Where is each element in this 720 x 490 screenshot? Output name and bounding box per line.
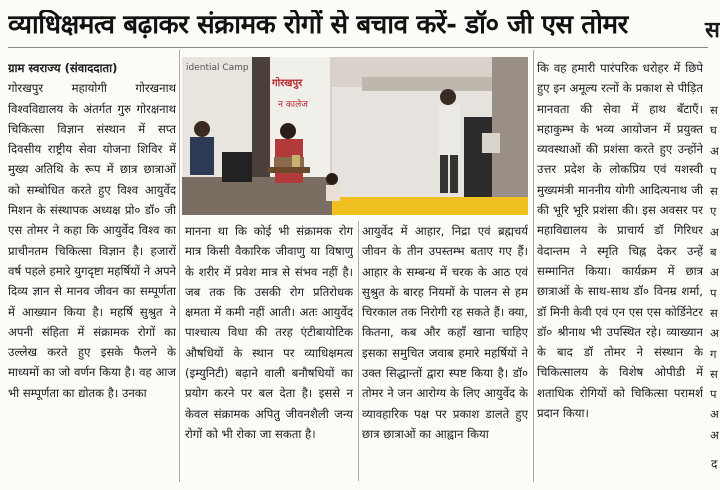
event-photo-illustration xyxy=(182,57,528,215)
event-photo xyxy=(182,57,528,215)
column-divider xyxy=(358,221,359,481)
banner-text-1: idential Camp xyxy=(186,63,249,73)
column-3-text: आयुर्वेद में आहार, निद्रा एवं ब्रह्मचर्य जीवन के तीन उपस्तम्भ बताए गए हैं। आहार के सम्बन्ध में चरक के आठ एवं सुश्रुत के बारह नियमों के पालन से हम चिरकाल तक निरोगी रह सकते हैं। क्या, कितना, कब और कहाँ खाना चाहिए इसका समुचित जवाब हमारे महर्षियों ने उक्त सिद्धान्तों द्वारा स्पष्ट किया है। डॉ० तोमर ने जन आरोग्य के लिए आयुर्वेद के व्यावहारिक पक्ष पर प्रकाश डालते हुए छात्र छात्राओं का आह्वान किया xyxy=(362,224,528,441)
column-1 xyxy=(8,58,176,480)
column-3 xyxy=(362,221,528,481)
banner-text-3: न कालेज xyxy=(278,100,308,110)
column-4-text: कि वह हमारी पारंपरिक धरोहर में छिपे हुए इन अमूल्य रत्नों के प्रकाश से पीड़ित मानवता की सेवा में हाथ बँटाएँ। महाकुम्भ के भव्य आयोजन में प्रयुक्त व्यवस्थाओं की प्रशंसा करते हुए उन्होंने उत्तर प्रदेश के लोकप्रिय एवं यशस्वी मुख्यमंत्री माननीय योगी आदित्यनाथ जी की भूरि भूरि प्रशंसा की। इस अवसर पर महाविद्यालय के प्राचार्य डॉ गिरिधर वेदान्तम ने स्मृति चिह्न देकर उन्हें सम्मानित किया। कार्यक्रम में छात्र छात्राओं के साथ-साथ डॉ० विनम्र शर्मा, डॉ मिनी केवी एवं एन एस एस कोर्डिनेटर डॉ० श्रीनाथ भी उपस्थित रहे। व्याख्यान के बाद डॉ तोमर ने संस्थान के चिकित्सालय के विशेष ओपीडी में शताधिक रोगियों को चिकित्सा परामर्श प्रदान किया। xyxy=(537,61,703,421)
column-divider xyxy=(533,50,534,482)
adjacent-article-fragment: स घ अ प स ए अ ब अ प स अ ग स प अ अ xyxy=(710,103,719,442)
banner-text-2: गोरखपुर xyxy=(272,78,303,89)
headline: व्याधिक्षमत्व बढ़ाकर संक्रामक रोगों से बचाव करें- डॉ० जी एस तोमर xyxy=(8,10,628,40)
byline: ग्राम स्वराज्य (संवाददाता) xyxy=(8,61,118,75)
column-2 xyxy=(185,221,353,481)
column-1-text: गोरखपुर महायोगी गोरखनाथ विश्वविद्यालय के अंतर्गत गुरु गोरक्षनाथ चिकित्सा विज्ञान संस्थान में सप्त दिवसीय राष्ट्रीय सेवा योजना शिविर में मुख्य अतिथि के रूप में छात्र छात्राओं को सम्बोधित करते हुए विश्व आयुर्वेद मिशन के संस्थापक अध्यक्ष प्रो० डॉ० जी एस तोमर ने कहा कि आयुर्वेद विश्व का प्राचीनतम चिकित्सा विज्ञान है। हजारों वर्ष पहले हमारे युगदृष्टा महर्षियों ने अपने दिव्य ज्ञान से मानव जीवन का सम्पूर्णता में आख्यान किया है। महर्षि सुश्रुत ने अपनी संहिता में संक्रामक रोगों का उल्लेख करते हुए इसके फैलने के माध्यमों का जो वर्णन किया है। वह आज भी सम्पूर्णता का द्योतक है। उनका xyxy=(8,81,176,400)
column-2-text: मानना था कि कोई भी संक्रामक रोग मात्र किसी वैकारिक जीवाणु या विषाणु के शरीर में प्रवेश मात्र से संभव नहीं है। जब तक कि उसकी रोग प्रतिरोधक क्षमता में कमी नहीं आती। अतः आयुर्वेद पाश्चात्य विधा की तरह एंटीबायोटिक औषधियों के स्थान पर व्याधिक्षमत्व (इम्युनिटी) बढ़ाने वाली बनौषधियों का प्रयोग करने पर बल देता है। इससे न केवल संक्रामक अपितु जीवनशैली जन्य रोगों को भी रोका जा सकता है। xyxy=(185,224,353,441)
edge-fragment-top: स xyxy=(705,18,720,43)
column-4 xyxy=(537,58,703,480)
column-divider xyxy=(179,50,180,482)
headline-rule xyxy=(8,47,708,48)
edge-fragment-bottom: द xyxy=(711,457,718,471)
